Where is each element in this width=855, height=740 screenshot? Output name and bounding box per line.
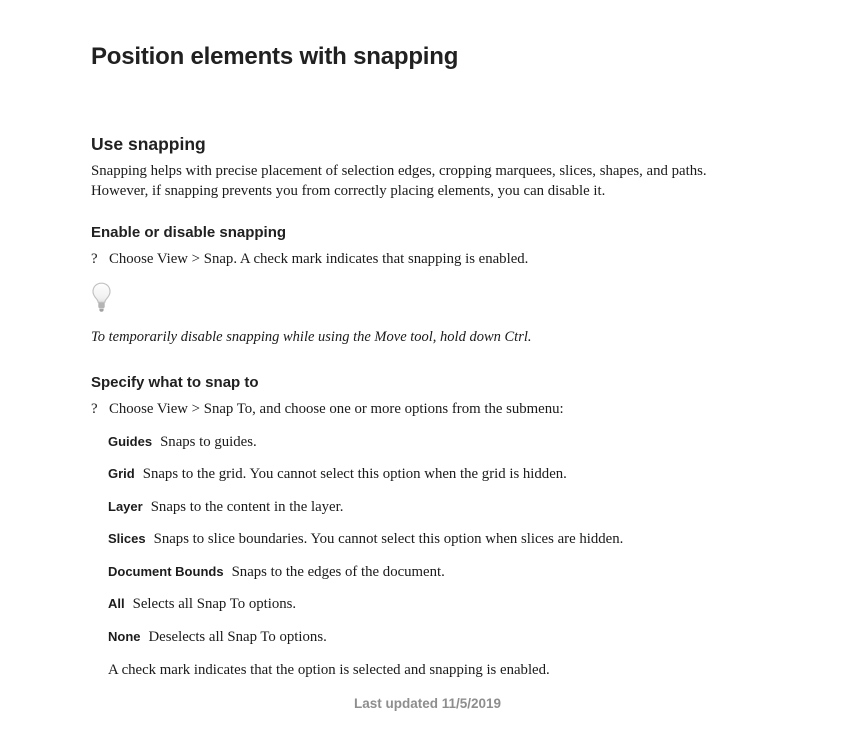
step-text: Choose View > Snap To, and choose one or more options from the submenu: bbox=[109, 401, 564, 417]
specify-snap-heading: Specify what to snap to bbox=[91, 374, 259, 391]
section-enable-disable-snapping bbox=[91, 224, 767, 347]
option-label: Slices bbox=[108, 531, 146, 546]
snap-option-guides bbox=[108, 432, 767, 452]
option-text: Snaps to the edges of the document. bbox=[231, 563, 445, 580]
option-label: Grid bbox=[108, 466, 135, 481]
option-label: Layer bbox=[108, 498, 143, 514]
snap-option-layer bbox=[108, 497, 767, 517]
step-item bbox=[91, 400, 767, 419]
snap-option-slices bbox=[108, 529, 767, 549]
section-specify-snap-to bbox=[91, 374, 767, 680]
option-text: Selects all Snap To options. bbox=[132, 596, 297, 612]
snap-option-grid bbox=[108, 464, 767, 484]
use-snapping-paragraph: Snapping helps with precise placement of selection edges, cropping marquees, slices, shapes, and paths. However, if snapping prevents you from correctly placing elements, you can disable it. bbox=[91, 163, 707, 199]
tip-text: To temporarily disable snapping while using the Move tool, hold down Ctrl. bbox=[91, 329, 532, 345]
option-label: None bbox=[108, 628, 141, 644]
note-text: A check mark indicates that the option is selected and snapping is enabled. bbox=[108, 661, 550, 678]
step-item bbox=[91, 250, 767, 269]
option-text: Deselects all Snap To options. bbox=[148, 628, 327, 645]
use-snapping-heading: Use snapping bbox=[91, 134, 206, 154]
enable-disable-heading: Enable or disable snapping bbox=[91, 224, 287, 241]
section-use-snapping bbox=[91, 134, 767, 201]
lightbulb-icon bbox=[91, 282, 767, 313]
snap-option-all bbox=[108, 594, 767, 614]
snap-options-list bbox=[108, 432, 767, 647]
snap-option-document-bounds bbox=[108, 562, 767, 582]
page-title: Position elements with snapping bbox=[91, 43, 459, 70]
option-text: Snaps to slice boundaries. You cannot select this option when slices are hidden. bbox=[153, 531, 624, 547]
option-text: Snaps to guides. bbox=[160, 433, 257, 450]
step-text: Choose View > Snap. A check mark indicates that snapping is enabled. bbox=[109, 251, 529, 267]
footer bbox=[0, 696, 855, 711]
last-updated-text: Last updated 11/5/2019 bbox=[353, 696, 502, 711]
step-bullet: ? bbox=[91, 401, 98, 417]
option-label: Document Bounds bbox=[108, 563, 224, 579]
snap-option-none bbox=[108, 627, 767, 647]
step-bullet: ? bbox=[91, 251, 98, 267]
option-text: Snaps to the grid. You cannot select this option when the grid is hidden. bbox=[142, 466, 567, 482]
option-text: Snaps to the content in the layer. bbox=[150, 498, 344, 515]
option-label: Guides bbox=[108, 433, 153, 449]
option-label: All bbox=[108, 596, 125, 611]
